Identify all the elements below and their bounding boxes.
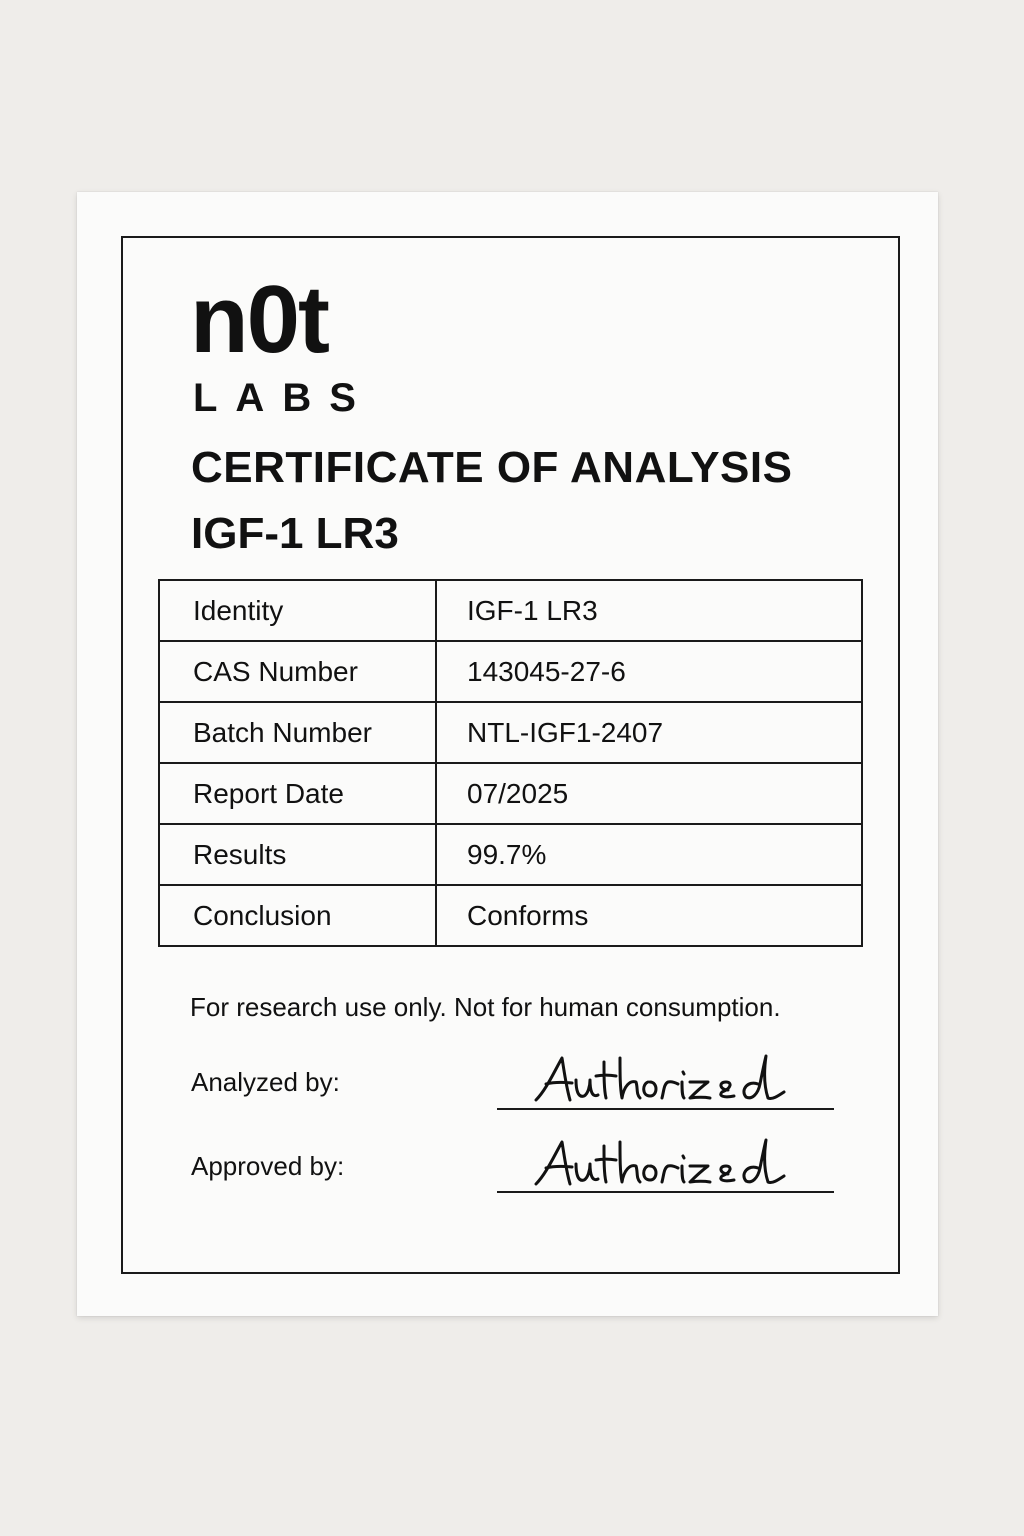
row-label: Conclusion [159,885,436,946]
row-label: Report Date [159,763,436,824]
row-value: IGF-1 LR3 [436,580,862,641]
product-name: IGF-1 LR3 [191,509,399,558]
logo-subtitle: LABS [193,376,374,420]
certificate-paper [77,192,938,1316]
row-label: Identity [159,580,436,641]
row-label: Results [159,824,436,885]
table-row [159,641,862,702]
table-row [159,824,862,885]
row-label: Batch Number [159,702,436,763]
table-row [159,763,862,824]
logo-wordmark: n0t [190,266,328,373]
row-value: NTL-IGF1-2407 [436,702,862,763]
row-value: 99.7% [436,824,862,885]
table-row [159,702,862,763]
row-value: 143045-27-6 [436,641,862,702]
analyzed-signature [532,1050,792,1110]
analyzed-by-label: Analyzed by: [191,1067,340,1097]
analyzed-signature-line [497,1108,834,1110]
table-row [159,580,862,641]
table-row [159,885,862,946]
document-title: CERTIFICATE OF ANALYSIS [191,443,793,492]
row-value: 07/2025 [436,763,862,824]
approved-signature [532,1134,792,1194]
research-disclaimer: For research use only. Not for human consumption. [190,992,781,1022]
row-value: Conforms [436,885,862,946]
analysis-table [158,579,863,947]
approved-by-label: Approved by: [191,1151,345,1181]
row-label: CAS Number [159,641,436,702]
approved-signature-line [497,1191,834,1193]
